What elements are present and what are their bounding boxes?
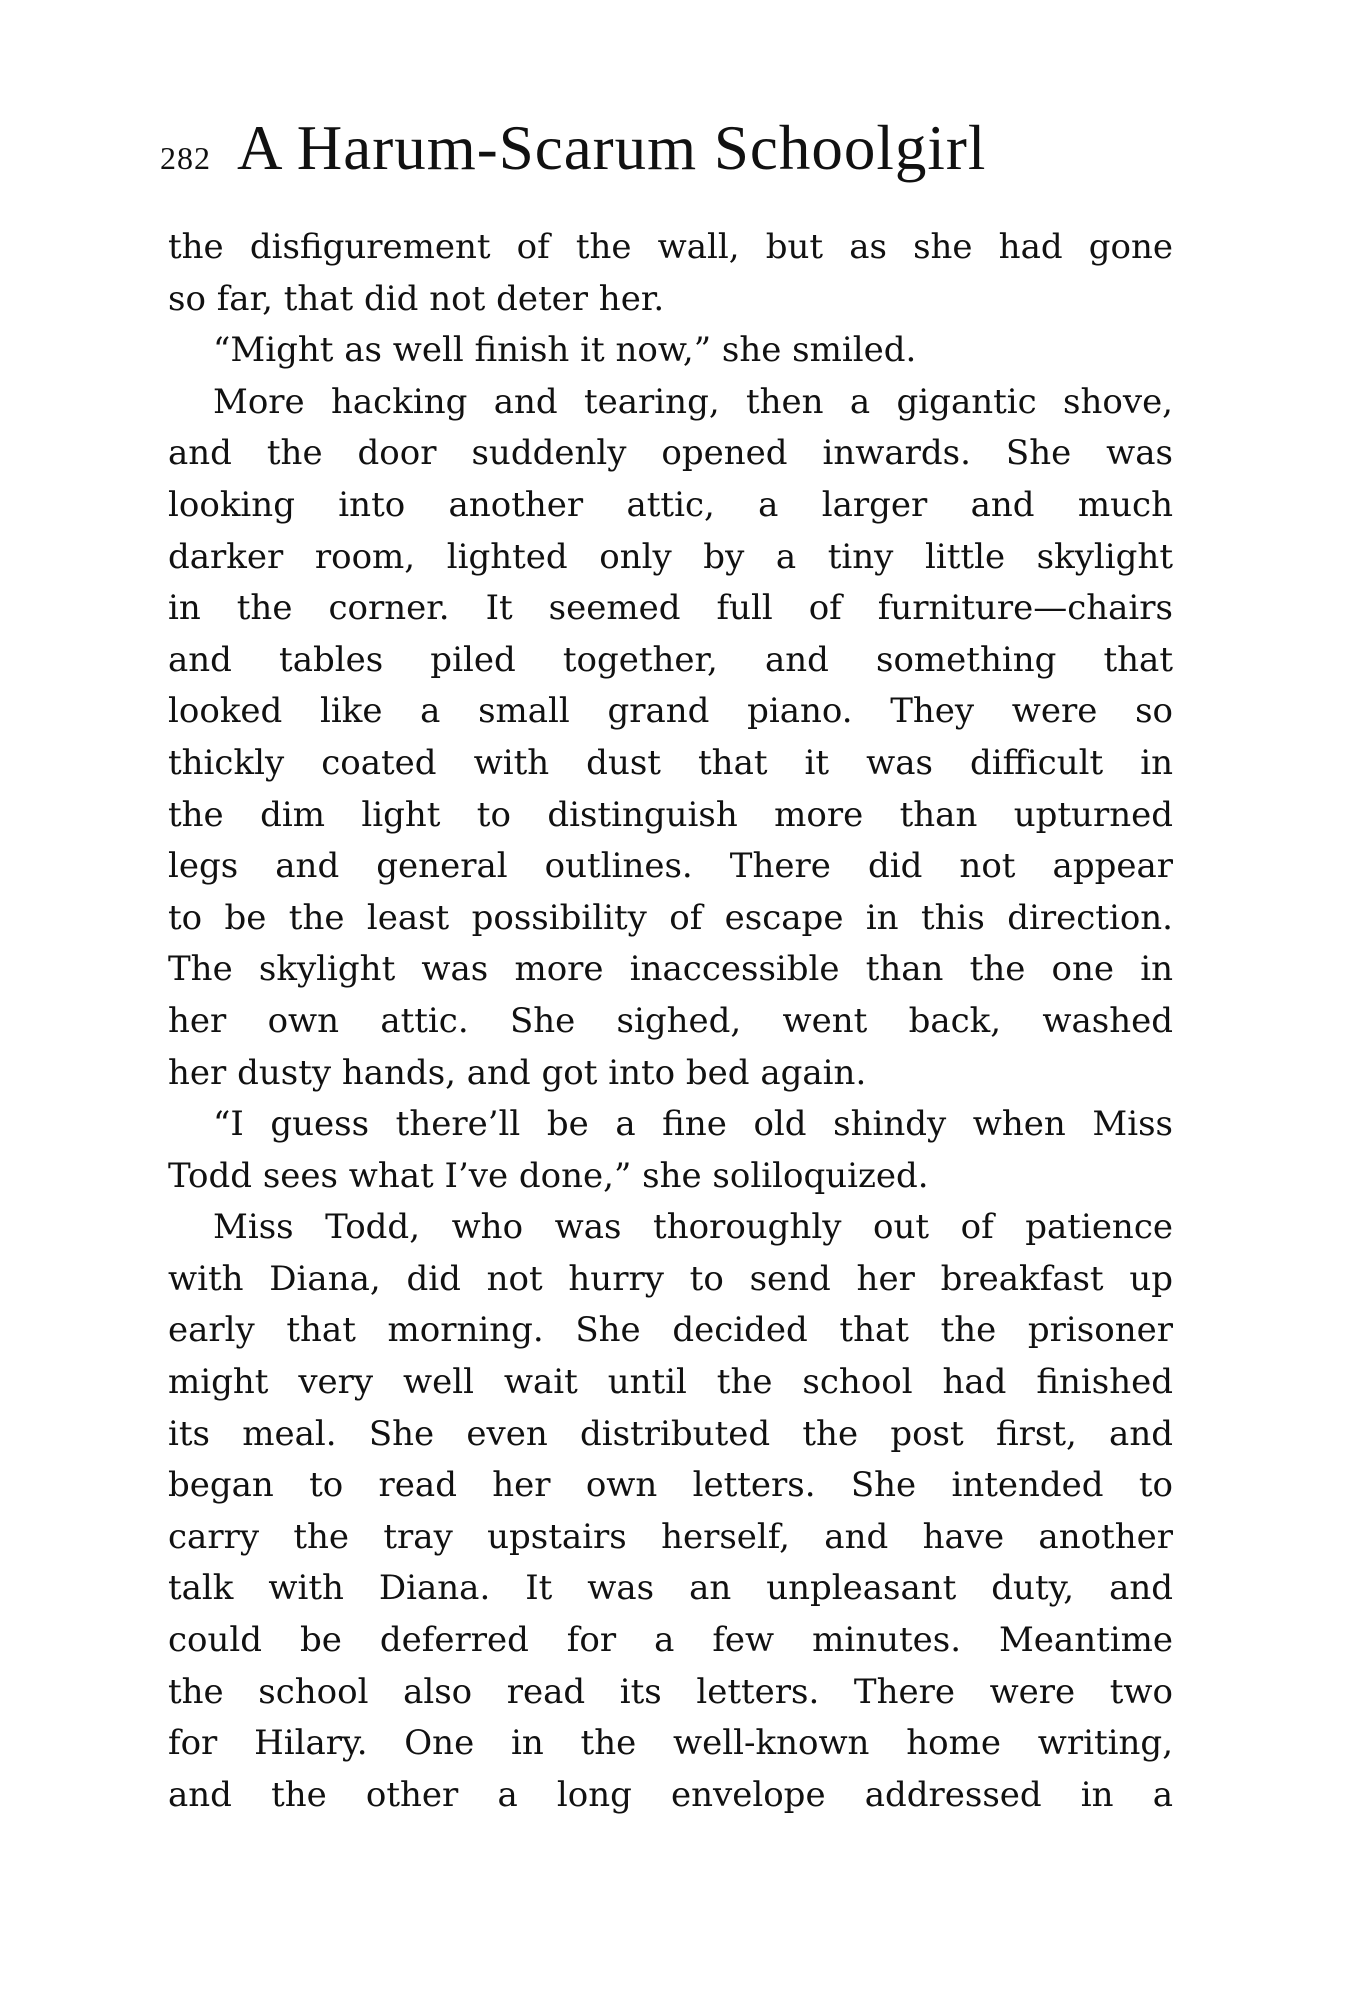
body-text (168, 222, 1173, 1821)
text-line: and tables piled together, and something that (168, 639, 1173, 680)
text-line: thickly coated with dust that it was difficult in (168, 742, 1173, 783)
text-line: talk with Diana. It was an unpleasant duty, and (168, 1568, 1173, 1609)
text-line: darker room, lighted only by a tiny little skylight (168, 536, 1173, 577)
text-line: early that morning. She decided that the prisoner (168, 1310, 1173, 1351)
text-line: began to read her own letters. She intended to (168, 1465, 1173, 1506)
page-header (160, 112, 1160, 192)
text-line: “I guess there’ll be a fine old shindy when Miss (213, 1104, 1173, 1145)
text-line: for Hilary. One in the well-known home writing, (168, 1723, 1173, 1764)
text-line: The skylight was more inaccessible than the one in (168, 949, 1173, 990)
text-line: More hacking and tearing, then a gigantic shove, (213, 381, 1173, 422)
text-line: so far, that did not deter her. (168, 278, 665, 319)
text-line: carry the tray upstairs herself, and have another (168, 1516, 1173, 1557)
text-line: in the corner. It seemed full of furniture—chairs (168, 588, 1173, 629)
text-line: could be deferred for a few minutes. Meantime (168, 1620, 1173, 1661)
text-line: and the door suddenly opened inwards. She was (168, 433, 1173, 474)
text-line: might very well wait until the school had finished (168, 1362, 1173, 1403)
text-line: and the other a long envelope addressed in a (168, 1774, 1173, 1815)
text-line: “Might as well finish it now,” she smiled. (213, 330, 917, 371)
text-line: Miss Todd, who was thoroughly out of patience (213, 1207, 1173, 1248)
page-number: 282 (160, 140, 211, 176)
text-line: with Diana, did not hurry to send her breakfast up (168, 1258, 1173, 1299)
text-line: looked like a small grand piano. They were so (168, 691, 1173, 732)
text-line: its meal. She even distributed the post first, and (168, 1413, 1173, 1454)
text-line: the disfigurement of the wall, but as she had gone (168, 227, 1173, 267)
text-line: to be the least possibility of escape in this direction. (168, 897, 1173, 938)
text-line: her dusty hands, and got into bed again. (168, 1052, 867, 1093)
text-line: Todd sees what I’ve done,” she soliloquized. (168, 1155, 929, 1196)
text-line: the school also read its letters. There were two (168, 1671, 1173, 1712)
text-line: legs and general outlines. There did not appear (168, 846, 1173, 887)
text-line: her own attic. She sighed, went back, washed (168, 1000, 1173, 1041)
text-line: looking into another attic, a larger and much (168, 484, 1173, 525)
running-title: A Harum-Scarum Schoolgirl (237, 113, 987, 183)
text-line: the dim light to distinguish more than upturned (168, 794, 1173, 835)
